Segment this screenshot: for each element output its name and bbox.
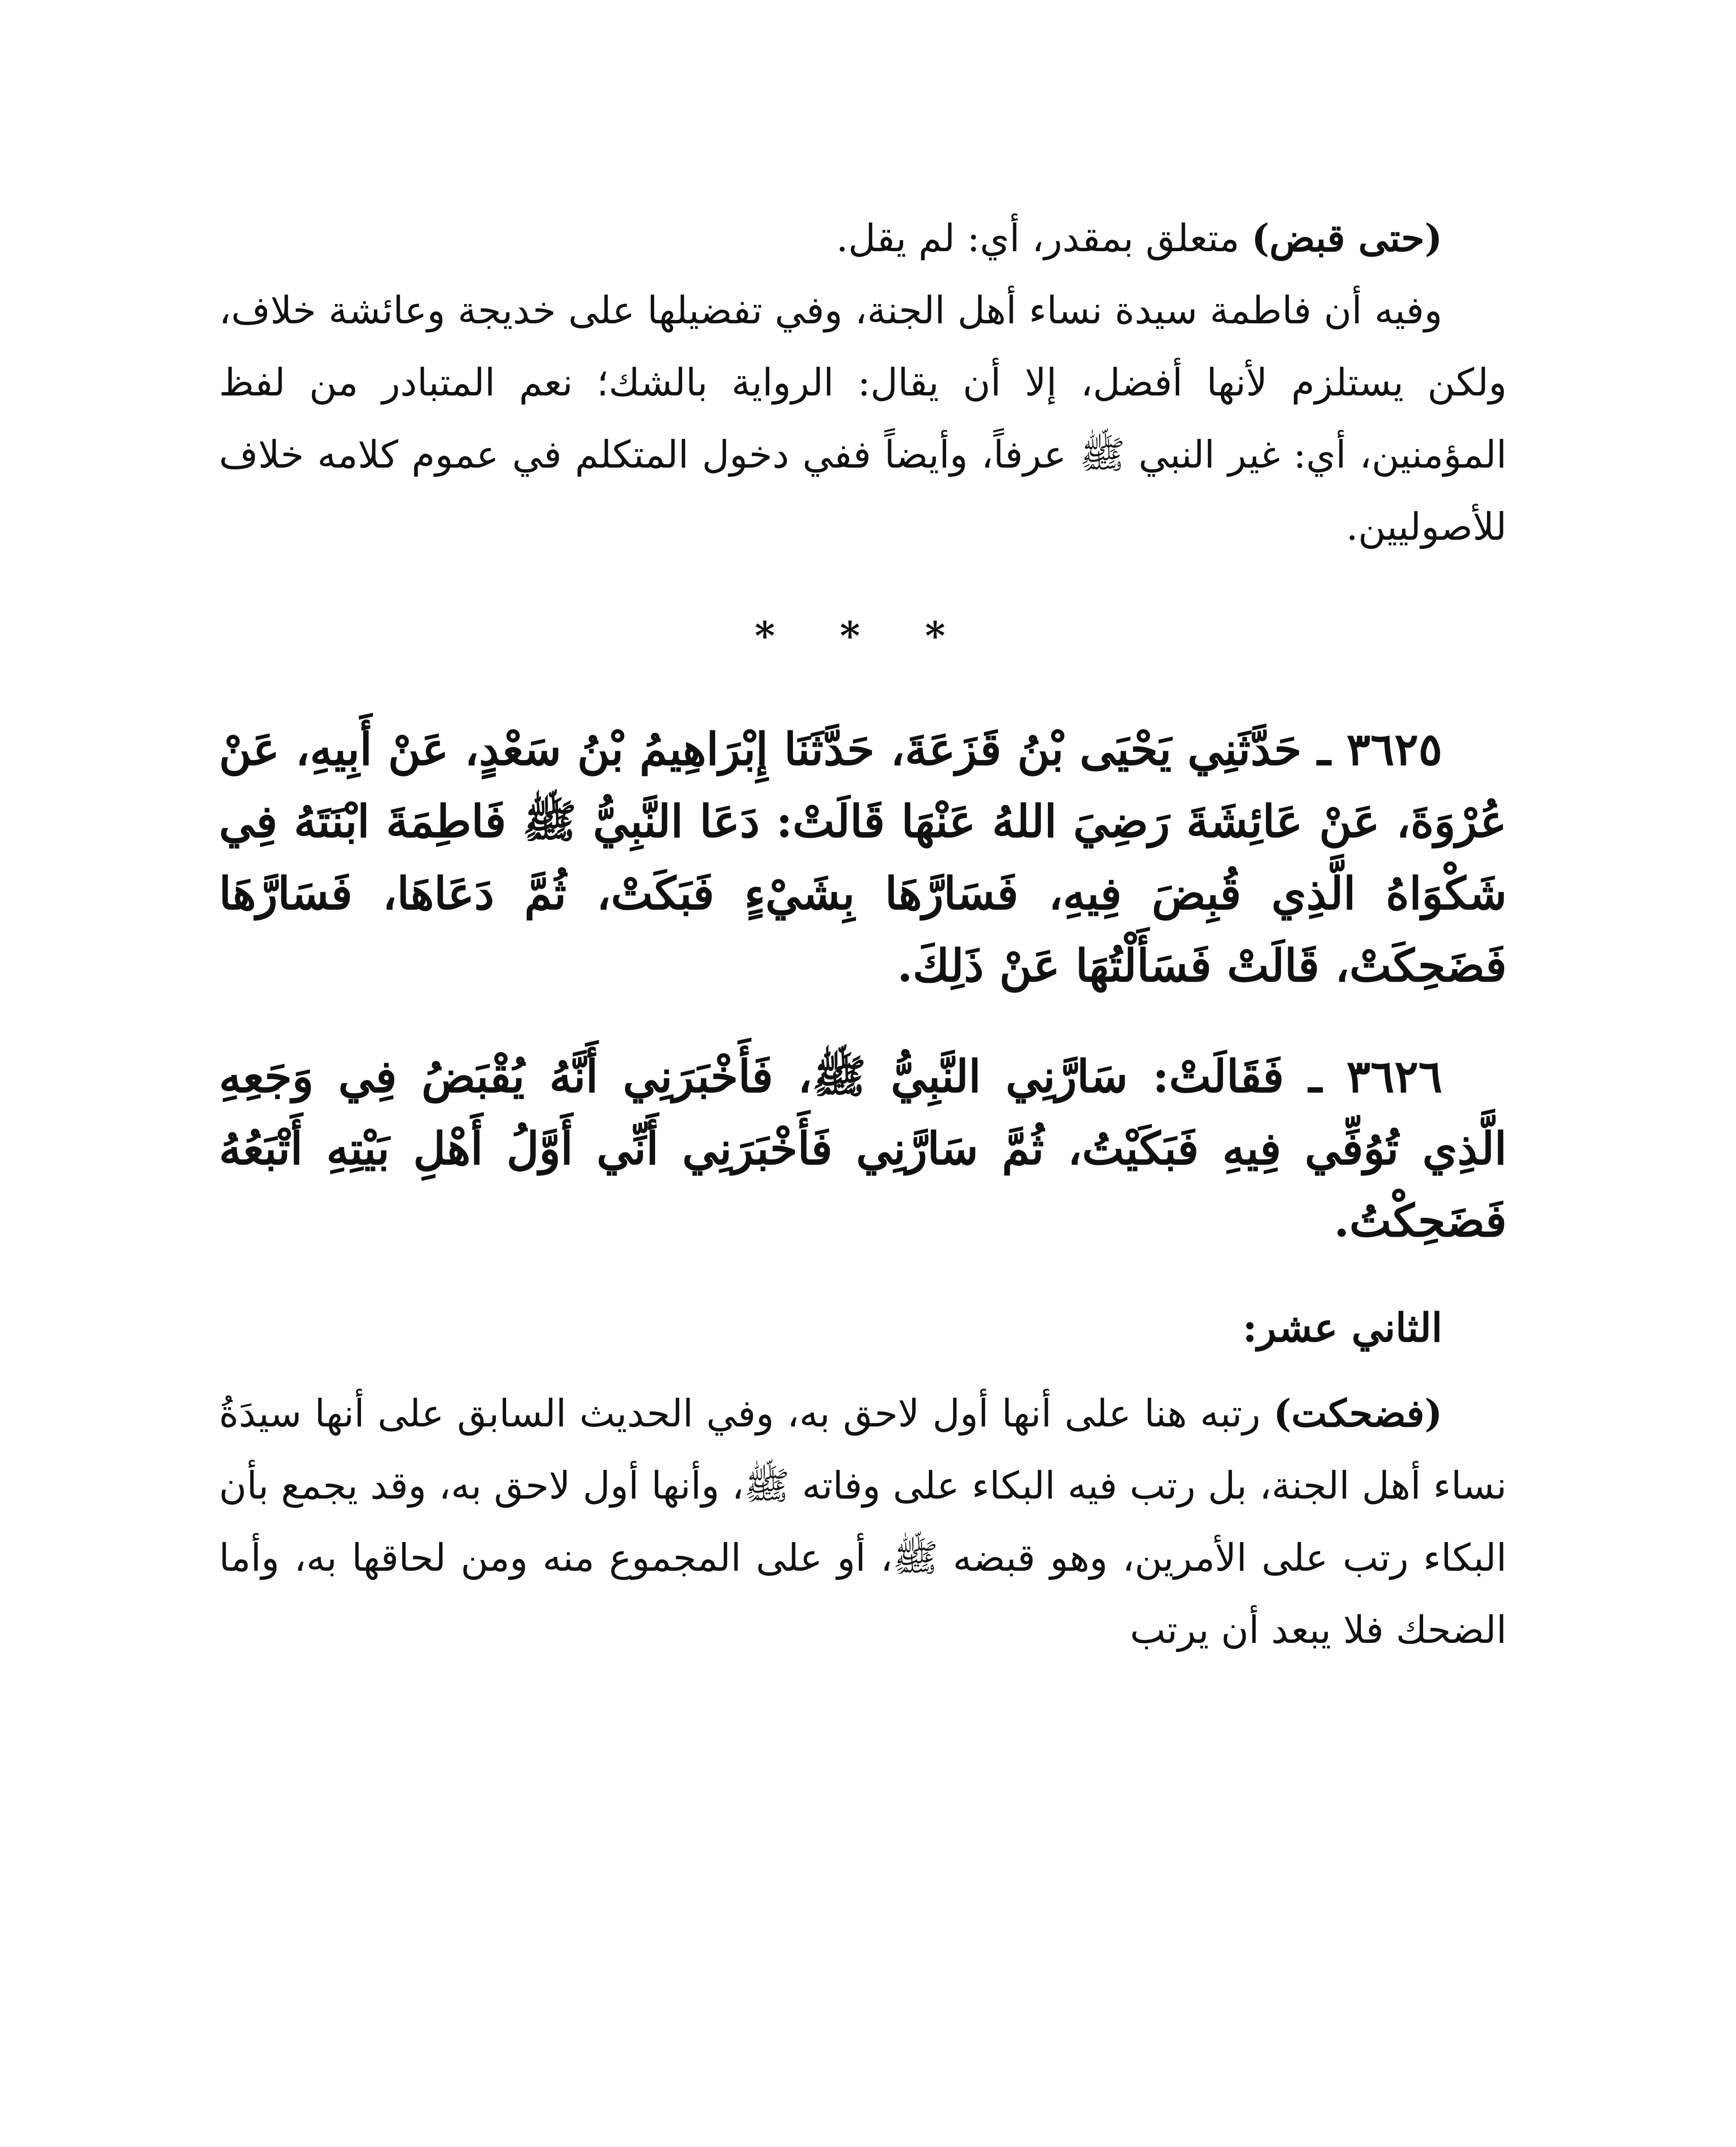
commentary-text: وفيه أن فاطمة سيدة نساء أهل الجنة، وفي تفضيلها على خديجة وعائشة خلاف، ولكن يستلزم لأنها أفضل، إلا أن يقال: الرواية بالشك؛ نعم المتبادر من لفظ المؤمنين، أي: غير النبي ﷺ عرفاً، وأيضاً ففي دخول المتكلم في عموم كلامه خلاف للأصوليين. — [219, 288, 1507, 549]
commentary-paragraph — [219, 274, 1507, 563]
hadith-3626: ٣٦٢٦ ـ فَقَالَتْ: سَارَّنِي النَّبِيُّ ﷺ، فَأَخْبَرَنِي أَنَّهُ يُقْبَضُ فِي وَجَعِهِ الَّذِي تُوُفِّي فِيهِ فَبَكَيْتُ، ثُمَّ سَارَّنِي فَأَخْبَرَنِي أَنِّي أَوَّلُ أَهْلِ بَيْتِهِ أَتْبَعُهُ فَضَحِكْتُ. — [219, 1050, 1507, 1247]
commentary-paragraph — [219, 1377, 1507, 1666]
commentary-text: رتبه هنا على أنها أول لاحق به، وفي الحديث السابق على أنها سيدَةُ نساء أهل الجنة، بل رتب فيه البكاء على وفاته ﷺ، وأنها أول لاحق به، وقد يجمع بأن البكاء رتب على الأمرين، وهو قبضه ﷺ، أو على المجموع منه ومن لحاقها به، وأما الضحك فلا يبعد أن يرتب — [219, 1391, 1507, 1652]
commentary-lemma: (حتى قبض) — [1251, 216, 1442, 260]
section-separator: * * * — [755, 613, 971, 659]
commentary-lemma: (فضحكت) — [1273, 1391, 1442, 1435]
commentary-paragraph — [219, 202, 1507, 274]
hadith-3625: ٣٦٢٥ ـ حَدَّثَنِي يَحْيَى بْنُ قَزَعَةَ، حَدَّثَنَا إِبْرَاهِيمُ بْنُ سَعْدٍ، عَنْ أَبِيهِ، عَنْ عُرْوَةَ، عَنْ عَائِشَةَ رَضِيَ اللهُ عَنْهَا قَالَتْ: دَعَا النَّبِيُّ ﷺ فَاطِمَةَ ابْنَتَهُ فِي شَكْوَاهُ الَّذِي قُبِضَ فِيهِ، فَسَارَّهَا بِشَيْءٍ فَبَكَتْ، ثُمَّ دَعَاهَا، فَسَارَّهَا فَضَحِكَتْ، قَالَتْ فَسَأَلْتُهَا عَنْ ذَلِكَ. — [219, 723, 1507, 992]
book-page — [219, 202, 1507, 2147]
section-heading: الثاني عشر: — [1242, 1305, 1442, 1351]
commentary-text: متعلق بمقدر، أي: لم يقل. — [836, 216, 1252, 260]
